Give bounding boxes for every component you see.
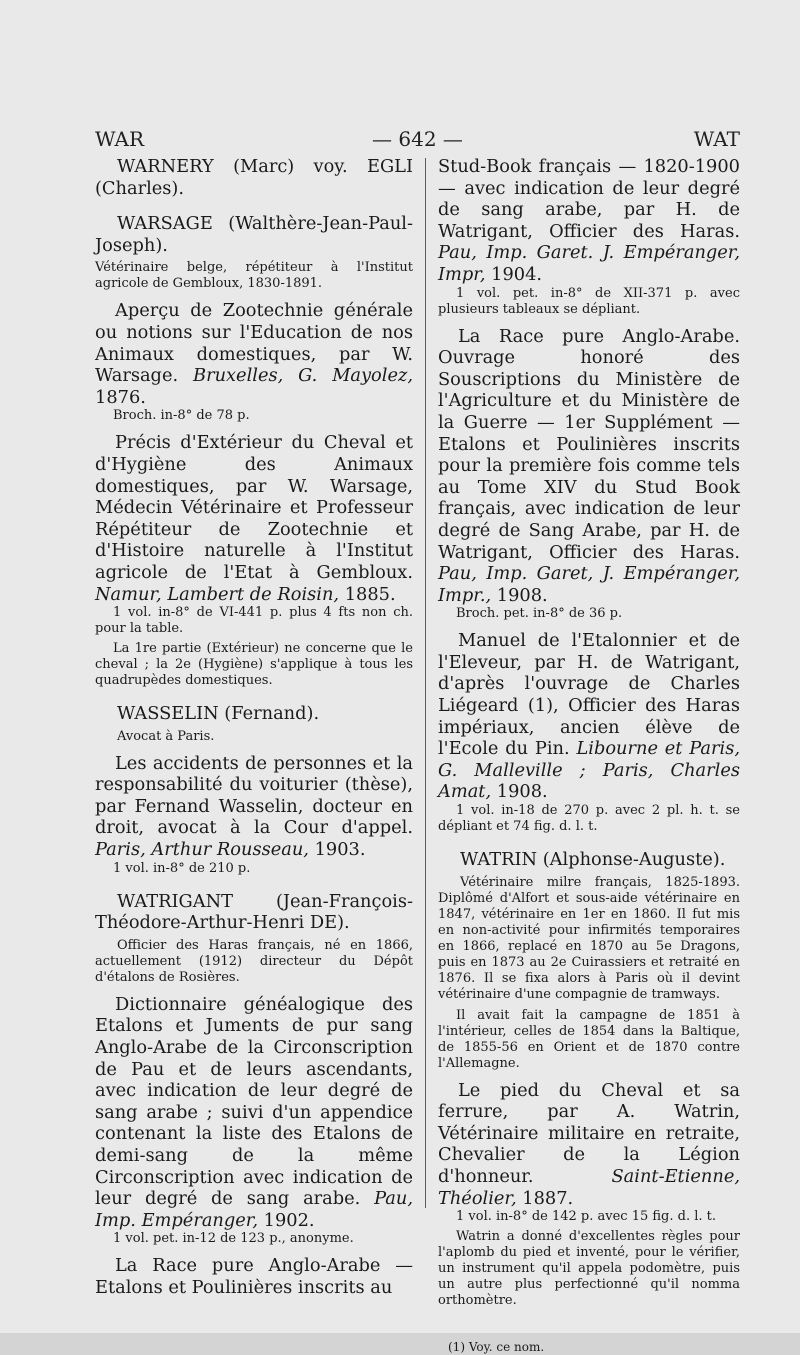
work-description: 1 vol. pet. in-12 de 123 p., anonyme. bbox=[113, 1231, 354, 1247]
work-note: Watrin a donné d'excellentes règles pour l'aplomb du pied et inventé, pour le vérifier, un instrument qu'il appela podomètre, puis un autre plus perfectionné qu'il nomma orthomètre. bbox=[438, 1229, 740, 1309]
work-title: La Race pure Anglo-Arabe. Ouvrage honoré des Souscriptions du Ministère de l'Agriculture et du Ministère de la Guerre — 1er Supplément — Etalons et Poulinières inscrits pour la première fois comme tels au Tome XIV du Stud Book français, avec indication de leur degré de Sang Arabe, par H. de Watrigant, Officier des Haras. Pau, Imp. Garet, J. Empéranger, Impr., 1908. bbox=[438, 325, 740, 606]
work-title: Les accidents de personnes et la responsabilité du voiturier (thèse), par Fernand Wasselin, docteur en droit, avocat à la Cour d'appel. Paris, Arthur Rousseau, 1903. bbox=[95, 752, 413, 861]
entry-heading: WATRIN (Alphonse-Auguste). bbox=[460, 849, 726, 871]
column-divider bbox=[425, 158, 426, 1208]
work-title: Aperçu de Zootechnie générale ou notions sur l'Education de nos Animaux domestiques, par W. Warsage. Bruxelles, G. Mayolez, 1876. bbox=[95, 300, 413, 408]
entry-heading: WATRIGANT (Jean-François-Théodore-Arthur-Henri DE). bbox=[95, 890, 413, 934]
page-number: — 642 — bbox=[372, 127, 463, 151]
left-column bbox=[95, 156, 413, 1299]
work-title: Le pied du Cheval et sa ferrure, par A. Watrin, Vétérinaire militaire en retraite, Chevalier de la Légion d'honneur. Saint-Etienne, Théolier, 1887. bbox=[438, 1079, 740, 1209]
work-description: 1 vol. in-18 de 270 p. avec 2 pl. h. t. se dépliant et 74 fig. d. l. t. bbox=[438, 803, 740, 835]
work-title-continued: Stud-Book français — 1820-1900 — avec indication de leur degré de sang arabe, par H. de Watrigant, Officier des Haras. Pau, Imp. Garet. J. Empéranger, Impr, 1904. bbox=[438, 156, 740, 285]
work-title: Dictionnaire généalogique des Etalons et Juments de pur sang Anglo-Arabe de la Circonscription de Pau et de leurs ascendants, avec indication de leur degré de sang arabe ; suivi d'un appendice contenant la liste des Etalons de demi-sang de la même Circonscription avec indication de leur degré de sang arabe. Pau, Imp. Empéranger, 1902. bbox=[95, 993, 414, 1231]
header-left-guide: WAR bbox=[95, 127, 145, 151]
entry-bio: Avocat à Paris. bbox=[117, 728, 215, 744]
entry-bio: Vétérinaire milre français, 1825-1893. Diplômé d'Alfort et sous-aide vétérinaire en 1847, vétérinaire en 1er en 1860. Il fut mis en non-activité pour infirmités temporaires en 1866, replacé en 1870 au 5e Dragons, puis en 1873 au 2e Cuirassiers et retraité en 1876. Il se fixa alors à Paris où il devint vétérinaire d'une compagnie de tramways. bbox=[438, 874, 740, 1002]
entry-bio: Officier des Haras français, né en 1866, actuellement (1912) directeur du Dépôt d'étalons de Rosières. bbox=[95, 937, 413, 985]
entry-heading: WARSAGE (Walthère-Jean-Paul-Joseph). bbox=[95, 213, 413, 256]
entry-bio: Vétérinaire belge, répétiteur à l'Institut agricole de Gembloux, 1830-1891. bbox=[95, 260, 413, 292]
entry-heading: WARNERY (Marc) voy. EGLI (Charles). bbox=[95, 156, 413, 199]
entry-heading: WASSELIN (Fernand). bbox=[117, 703, 320, 725]
work-title: Manuel de l'Etalonnier et de l'Eleveur, par H. de Watrigant, d'après l'ouvrage de Charles Liégeard (1), Officier des Haras impériaux, ancien élève de l'Ecole du Pin. Libourne et Paris, G. Malleville ; Paris, Charles Amat, 1908. bbox=[438, 630, 740, 803]
work-description: Broch. in-8° de 78 p. bbox=[113, 408, 250, 424]
footnote: (1) Voy. ce nom. bbox=[448, 1340, 545, 1355]
work-description: 1 vol. pet. in-8° de XII-371 p. avec plusieurs tableaux se dépliant. bbox=[438, 285, 740, 317]
work-description: 1 vol. in-8° de 210 p. bbox=[113, 860, 251, 876]
work-title: Précis d'Extérieur du Cheval et d'Hygiène des Animaux domestiques, par W. Warsage, Médecin Vétérinaire et Professeur Répétiteur de Zootechnie et d'Histoire naturelle à l'Institut agricole de l'Etat à Gembloux. Namur, Lambert de Roisin, 1885. bbox=[95, 432, 413, 605]
work-description: 1 vol. in-8° de VI-441 p. plus 4 fts non ch. pour la table. bbox=[95, 605, 413, 637]
running-header bbox=[95, 127, 740, 157]
entry-bio-continued: Il avait fait la campagne de 1851 à l'intérieur, celles de 1854 dans la Baltique, de 1855-56 en Orient et de 1870 contre l'Allemagne. bbox=[438, 1007, 740, 1071]
work-description: 1 vol. in-8° de 142 p. avec 15 fig. d. l. t. bbox=[456, 1209, 716, 1225]
work-note: La 1re partie (Extérieur) ne concerne que le cheval ; la 2e (Hygiène) s'applique à tous les quadrupèdes domestiques. bbox=[95, 641, 413, 689]
right-column bbox=[438, 156, 740, 1355]
header-right-guide: WAT bbox=[693, 127, 740, 151]
work-title: La Race pure Anglo-Arabe — Etalons et Poulinières inscrits au bbox=[95, 1255, 413, 1298]
work-description: Broch. pet. in-8° de 36 p. bbox=[456, 606, 623, 622]
